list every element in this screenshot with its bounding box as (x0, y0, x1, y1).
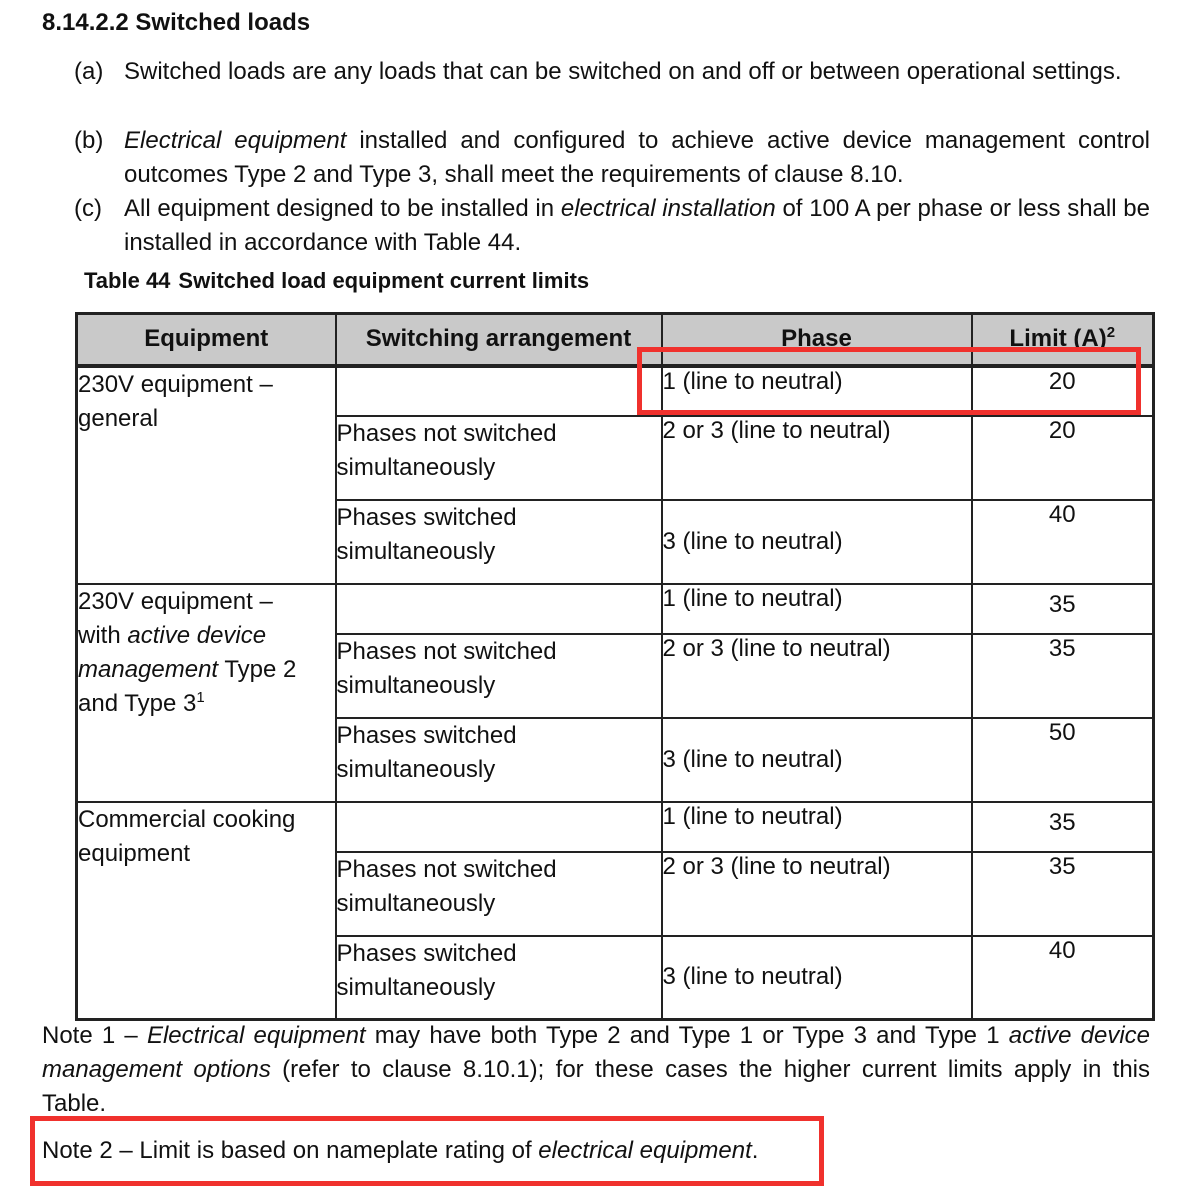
limit-cell: 35 (972, 852, 1154, 936)
switching-cell: Phases switched simultaneously (336, 936, 662, 1020)
table-caption (84, 268, 589, 294)
clause-a (74, 55, 1150, 89)
limit-cell: 50 (972, 718, 1154, 802)
equipment-cell: 230V equipment – with active device management Type 2 and Type $3^1$ (77, 584, 336, 802)
limit-cell: 40 (972, 936, 1154, 1020)
header-limit-note-ref: 2 (1106, 324, 1116, 342)
table-body (77, 366, 1154, 1020)
clause-b (74, 124, 1150, 192)
phase-cell: 1 (line to neutral) (662, 584, 972, 634)
phase-cell: 1 (line to neutral) (662, 802, 972, 852)
phase-cell: 2 or 3 (line to neutral) (662, 416, 972, 500)
limit-cell: 35 (972, 802, 1154, 852)
clause-text: Electrical equipment installed and configured to achieve active device management control outcomes Type 2 and Type 3, shall meet the requirements of clause 8.10. (124, 127, 1150, 188)
switching-cell: Phases switched simultaneously (336, 500, 662, 584)
limit-cell: 20 (972, 366, 1154, 416)
clause-label: (c) (74, 195, 102, 222)
clause-label: (b) (74, 127, 104, 154)
limit-cell: 35 (972, 584, 1154, 634)
switching-cell: Phases not switched simultaneously (336, 634, 662, 718)
equipment-cell: Commercial cooking equipment (77, 802, 336, 1020)
phase-cell: 1 (line to neutral) (662, 366, 972, 416)
table-caption-title: Switched load equipment current limits (178, 268, 590, 293)
phase-cell: 3 (line to neutral) (662, 718, 972, 802)
table-caption-number: Table 44 (84, 268, 171, 293)
switching-cell (336, 366, 662, 416)
header-switching-arrangement: Switching arrangement (336, 314, 662, 366)
phase-cell: 3 (line to neutral) (662, 500, 972, 584)
limit-cell: 40 (972, 500, 1154, 584)
clause-label: (a) (74, 58, 104, 85)
table-row (77, 584, 1154, 634)
phase-cell: 3 (line to neutral) (662, 936, 972, 1020)
clause-text: All equipment designed to be installed in electrical installation of 100 A per phase or less shall be installed in accordance with Table 44. (124, 195, 1150, 256)
limit-cell: 35 (972, 634, 1154, 718)
switching-cell: Phases not switched simultaneously (336, 852, 662, 936)
table-header-row (77, 314, 1154, 366)
equipment-cell: 230V equipment – general (77, 366, 336, 584)
header-limit-label: Limit (A) (1009, 325, 1107, 353)
note-2: Note 2 – Limit is based on nameplate rating of electrical equipment. (42, 1137, 759, 1164)
clause-c (74, 192, 1150, 260)
header-phase: Phase (662, 314, 972, 366)
section-heading: 8.14.2.2 Switched loads (42, 9, 311, 36)
header-limit (972, 314, 1154, 366)
note-1: Note 1 – Electrical equipment may have both Type 2 and Type 1 or Type 3 and Type 1 active device management options (refer to clause 8.10.1); for these cases the higher current limits apply in this Table. (42, 1022, 1150, 1117)
limit-cell: 20 (972, 416, 1154, 500)
switching-cell (336, 802, 662, 852)
switching-cell (336, 584, 662, 634)
header-equipment: Equipment (77, 314, 336, 366)
table-row (77, 802, 1154, 852)
table-row (77, 366, 1154, 416)
phase-cell: 2 or 3 (line to neutral) (662, 852, 972, 936)
switching-cell: Phases switched simultaneously (336, 718, 662, 802)
switching-cell: Phases not switched simultaneously (336, 416, 662, 500)
current-limits-table (75, 312, 1155, 1021)
phase-cell: 2 or 3 (line to neutral) (662, 634, 972, 718)
clause-text: Switched loads are any loads that can be switched on and off or between operational settings. (124, 58, 1122, 85)
